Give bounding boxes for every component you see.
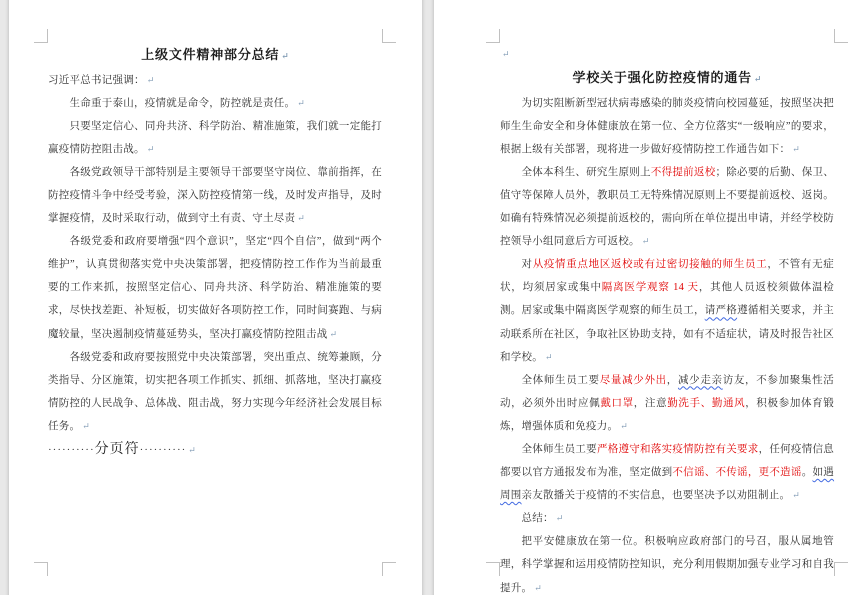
paragraph-mark-icon: ↵ — [620, 420, 628, 431]
red-emphasis-run: 严格遵守和落实疫情防控有关要求 — [596, 444, 759, 455]
paragraph-mark-icon: ↵ — [146, 74, 155, 85]
text-run: 总结： — [521, 513, 554, 525]
text-run: 对 — [521, 259, 533, 271]
paragraph[interactable] — [500, 92, 834, 161]
text-run: 只要坚定信心、同舟共济、科学防治、精准施策，我们就一定能打赢疫情防控阻击战。 — [48, 120, 382, 155]
paragraph[interactable] — [48, 161, 382, 230]
text-run: 各级党委和政府要按照党中央决策部署，突出重点、统筹兼顾，分类指导、分区施策，切实把各项工作抓实、抓细、抓落地，坚决打赢疫情防控的人民战争、总体战、阻击战，努力实现今年经济社会发展目标任务。 — [48, 351, 382, 432]
text-run: 为切实阻断新型冠状病毒感染的肺炎疫情向校园蔓延，按照坚决把师生生命安全和身体健康放在第一位、全方位落实“一级响应”的要求，根据上级有关部署，现将进一步做好疫情防控工作通告如下： — [500, 97, 834, 155]
crop-mark-left-top-left-icon — [34, 29, 48, 43]
text-run: ，其他人员返校须做体温检测。居家或集中隔离医学观察的师生员工， — [500, 282, 835, 317]
crop-mark-left-top-right-icon — [382, 29, 396, 43]
paragraph-mark-icon: ↵ — [502, 49, 510, 59]
crop-mark-right-bottom-right-icon — [834, 562, 848, 576]
paragraph-mark-icon: ↵ — [297, 213, 305, 224]
page-break-label: 分页符 — [94, 442, 140, 457]
text-run: ；除必要的后勤、保卫、值守等保障人员外，教职员工无特殊情况原则上不要提前返校、返岗。如确有特殊情况必须提前返校的，需向所在单位提出申请，并经学校防控领导小组同意后方可返校。 — [500, 166, 835, 248]
red-emphasis-run: 不信谣、不传谣，更不造谣 — [672, 467, 802, 479]
paragraph-mark-icon: ↵ — [329, 328, 338, 339]
text-run: 遵循相关要求，并主动联系所在社区，争取社区协助支持，如有不适症状，请及时报告社区和学校。 — [500, 305, 835, 363]
paragraph-mark-icon: ↵ — [792, 490, 800, 501]
text-run: 亲友散播关于疫情的不实信息，也要坚决予以劝阻制止。 — [521, 490, 791, 502]
title-text: 上级文件精神部分总结 — [141, 47, 280, 62]
crop-mark-right-top-left-icon — [486, 29, 500, 43]
paragraph[interactable] — [500, 530, 834, 595]
text-run: ，注意 — [633, 397, 668, 409]
spellcheck-flagged-run: 请严格 — [704, 305, 738, 317]
text-run: 访友，不参加聚集性活动，必须外出时应佩 — [500, 374, 835, 409]
paragraph-mark-icon: ↵ — [146, 143, 155, 154]
text-run: 各级党政领导干部特别是主要领导干部要坚守岗位、靠前指挥，在防控疫情斗争中经受考验，深入防控疫情第一线，及时发声指导，及时掌握疫情，及时采取行动，做到守土有责、守土尽责 — [48, 166, 382, 225]
paragraph-mark-icon: ↵ — [534, 582, 542, 593]
crop-mark-right-top-right-icon — [834, 29, 848, 43]
text-run: 习近平总书记强调： — [48, 74, 145, 86]
red-emphasis-run: 从疫情重点地区返校或有过密切接触的师生员工 — [532, 259, 768, 271]
page-break-dots: ·········· — [139, 444, 187, 456]
page-left-text-area[interactable] — [48, 43, 382, 462]
text-run: 全体本科生、研究生原则上 — [521, 166, 651, 178]
crop-mark-right-bottom-left-icon — [486, 562, 500, 576]
paragraph-mark-icon: ↵ — [753, 74, 762, 85]
paragraph[interactable] — [500, 161, 834, 253]
paragraph-mark-icon: ↵ — [545, 351, 553, 362]
title-text: 学校关于强化防控疫情的通告 — [572, 70, 752, 86]
right-page-title[interactable] — [500, 66, 834, 92]
paragraph[interactable] — [500, 507, 834, 530]
paragraph-mark-icon: ↵ — [555, 513, 564, 524]
text-run: 全体师生员工要 — [521, 374, 600, 386]
text-run: ，积极参加体育锻炼，增强体质和免疫力。 — [500, 397, 835, 432]
paragraph-mark-icon: ↵ — [188, 445, 196, 455]
paragraph[interactable] — [48, 69, 382, 92]
text-run: ，不管有无症状，均须居家或集中 — [500, 259, 835, 294]
red-emphasis-run: 隔离医学观察 14 天 — [601, 282, 699, 294]
paragraph[interactable] — [500, 253, 834, 368]
text-run: ， — [666, 374, 678, 386]
paragraph[interactable] — [48, 230, 382, 345]
red-emphasis-run: 尽量减少外出 — [599, 374, 667, 386]
text-run: 生命重于泰山，疫情就是命令，防控就是责任。 — [69, 97, 296, 109]
page-break-marker — [48, 438, 382, 462]
left-page-paragraphs — [48, 69, 382, 439]
paragraph[interactable] — [48, 115, 382, 161]
crop-mark-left-bottom-right-icon — [382, 562, 396, 576]
red-emphasis-run: 戴口罩 — [600, 397, 634, 409]
paragraph-mark-icon: ↵ — [82, 420, 90, 431]
right-page-paragraphs — [500, 92, 834, 595]
paragraph[interactable] — [500, 438, 834, 507]
paragraph[interactable] — [48, 92, 382, 115]
paragraph-mark-icon: ↵ — [792, 143, 800, 154]
paragraph-mark-icon: ↵ — [281, 51, 289, 61]
text-run: 各级党委和政府要增强“四个意识”，坚定“四个自信”，做到“两个维护”，认真贯彻落实党中央决策部署，把疫情防控工作作为当前最重要的工作来抓，按照坚定信心、同舟共济、科学防治、精准施策的要求，尽快找差距、补短板，切实做好各项防控工作，同时间赛跑、与病魔较量，坚决遏制疫情蔓延势头，坚决打赢疫情防控阻击战 — [48, 236, 382, 340]
text-run: ，任何疫情信息都要以官方通报发布为准，坚定做到 — [500, 444, 835, 479]
red-emphasis-run: 勤洗手、勤通风 — [667, 397, 746, 409]
text-run: 全体师生员工要 — [521, 444, 597, 455]
page-break-dots: ·········· — [48, 444, 95, 456]
text-run: 。 — [801, 467, 813, 479]
red-emphasis-run: 不得提前返校 — [650, 166, 716, 178]
paragraph-mark-icon: ↵ — [641, 236, 650, 247]
page-right-text-area[interactable] — [500, 43, 834, 595]
text-run: 把平安健康放在第一位。积极响应政府部门的号召，服从属地管理，科学掌握和运用疫情防控知识，充分利用假期加强专业学习和自我提升。 — [500, 536, 834, 594]
crop-mark-left-bottom-left-icon — [34, 562, 48, 576]
spellcheck-flagged-run: 减少走亲 — [677, 374, 723, 386]
spellcheck-flagged-run: 如遇周围 — [500, 467, 835, 502]
left-page-title[interactable] — [48, 43, 382, 69]
paragraph-mark-icon: ↵ — [297, 97, 305, 108]
empty-paragraph[interactable] — [500, 43, 834, 66]
paragraph[interactable] — [500, 369, 834, 438]
paragraph[interactable] — [48, 346, 382, 438]
